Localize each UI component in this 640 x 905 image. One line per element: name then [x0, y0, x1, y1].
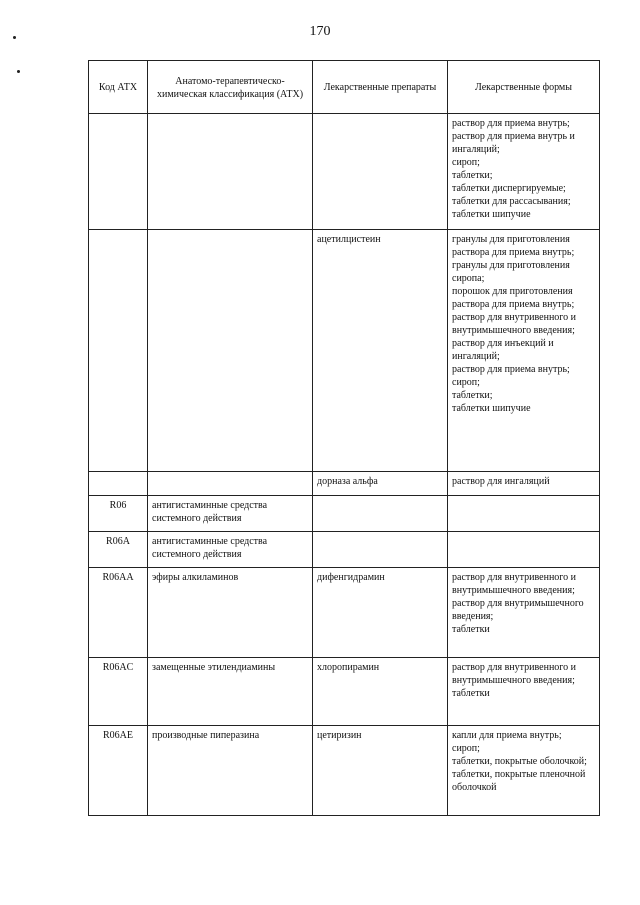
dosage-form-item: раствор для ингаляций	[452, 476, 550, 487]
dosage-form-item: порошок для приготовления раствора для приема внутрь;	[452, 286, 575, 310]
table-header-row	[89, 61, 600, 114]
dosage-form-item: раствор для приема внутрь;	[452, 118, 570, 129]
drug-name-cell	[313, 114, 448, 230]
dosage-form-item: таблетки	[452, 688, 490, 699]
table-row	[89, 230, 600, 472]
drug-name-cell: дифенгидрамин	[313, 568, 448, 658]
table-row	[89, 726, 600, 816]
table-row	[89, 114, 600, 230]
dosage-form-item: таблетки	[452, 624, 490, 635]
dosage-form-item: таблетки, покрытые пленочной оболочкой	[452, 769, 586, 793]
atc-code-cell	[89, 230, 148, 472]
medication-table	[88, 60, 600, 816]
atc-code-cell: R06AE	[89, 726, 148, 816]
atc-classification-cell: производные пиперазина	[148, 726, 313, 816]
table-row	[89, 496, 600, 532]
dosage-form-item: раствор для внутримышечного введения;	[452, 598, 584, 622]
atc-classification-cell: замещенные этилендиамины	[148, 658, 313, 726]
table-row	[89, 568, 600, 658]
atc-code-cell: R06AA	[89, 568, 148, 658]
dosage-form-item: раствор для инъекций и ингаляций;	[452, 338, 554, 362]
atc-classification-cell: антигистаминные средства системного действия	[148, 496, 313, 532]
dosage-forms-cell	[448, 230, 600, 472]
margin-dot	[17, 70, 20, 73]
dosage-form-item: сироп;	[452, 743, 480, 754]
table-row	[89, 658, 600, 726]
table-row	[89, 472, 600, 496]
page-number: 170	[309, 24, 331, 39]
dosage-forms-cell	[448, 496, 600, 532]
dosage-form-item: сироп;	[452, 157, 480, 168]
dosage-form-item: таблетки шипучие	[452, 209, 531, 220]
dosage-form-item: сироп;	[452, 377, 480, 388]
dosage-forms-cell	[448, 568, 600, 658]
dosage-form-item: капли для приема внутрь;	[452, 730, 562, 741]
drug-name-cell: ацетилцистеин	[313, 230, 448, 472]
atc-code-cell: R06AC	[89, 658, 148, 726]
table-row	[89, 532, 600, 568]
dosage-form-item: гранулы для приготовления раствора для приема внутрь;	[452, 234, 575, 258]
dosage-form-item: раствор для приема внутрь и ингаляций;	[452, 131, 575, 155]
drug-name-cell	[313, 532, 448, 568]
atc-code-cell	[89, 472, 148, 496]
dosage-form-item: раствор для приема внутрь;	[452, 364, 570, 375]
dosage-form-item: таблетки, покрытые оболочкой;	[452, 756, 587, 767]
table-body	[89, 114, 600, 816]
atc-classification-cell: антигистаминные средства системного действия	[148, 532, 313, 568]
dosage-forms-cell	[448, 114, 600, 230]
dosage-forms-cell	[448, 472, 600, 496]
atc-classification-cell: эфиры алкиламинов	[148, 568, 313, 658]
dosage-form-item: таблетки;	[452, 170, 493, 181]
header-atc-code: Код АТХ	[89, 61, 148, 114]
drug-name-cell: дорназа альфа	[313, 472, 448, 496]
dosage-form-item: раствор для внутривенного и внутримышечного введения;	[452, 572, 577, 596]
dosage-form-item: раствор для внутривенного и внутримышечного введения;	[452, 662, 577, 686]
dosage-forms-cell	[448, 658, 600, 726]
atc-classification-cell	[148, 472, 313, 496]
atc-code-cell	[89, 114, 148, 230]
atc-code-cell: R06A	[89, 532, 148, 568]
dosage-form-item: таблетки шипучие	[452, 403, 531, 414]
atc-code-cell: R06	[89, 496, 148, 532]
dosage-forms-cell	[448, 726, 600, 816]
dosage-form-item: таблетки диспергируемые;	[452, 183, 566, 194]
atc-classification-cell	[148, 114, 313, 230]
dosage-form-item: таблетки для рассасывания;	[452, 196, 571, 207]
margin-dot	[13, 36, 16, 39]
dosage-form-item: гранулы для приготовления сиропа;	[452, 260, 570, 284]
dosage-form-item: таблетки;	[452, 390, 493, 401]
drug-name-cell: хлоропирамин	[313, 658, 448, 726]
atc-classification-cell	[148, 230, 313, 472]
drug-name-cell: цетиризин	[313, 726, 448, 816]
drug-name-cell	[313, 496, 448, 532]
dosage-forms-cell	[448, 532, 600, 568]
header-drugs: Лекарственные препараты	[313, 61, 448, 114]
header-atc-classification: Анатомо-терапевтическо-химическая классификация (АТХ)	[148, 61, 313, 114]
dosage-form-item: раствор для внутривенного и внутримышечного введения;	[452, 312, 577, 336]
header-dosage-forms: Лекарственные формы	[448, 61, 600, 114]
